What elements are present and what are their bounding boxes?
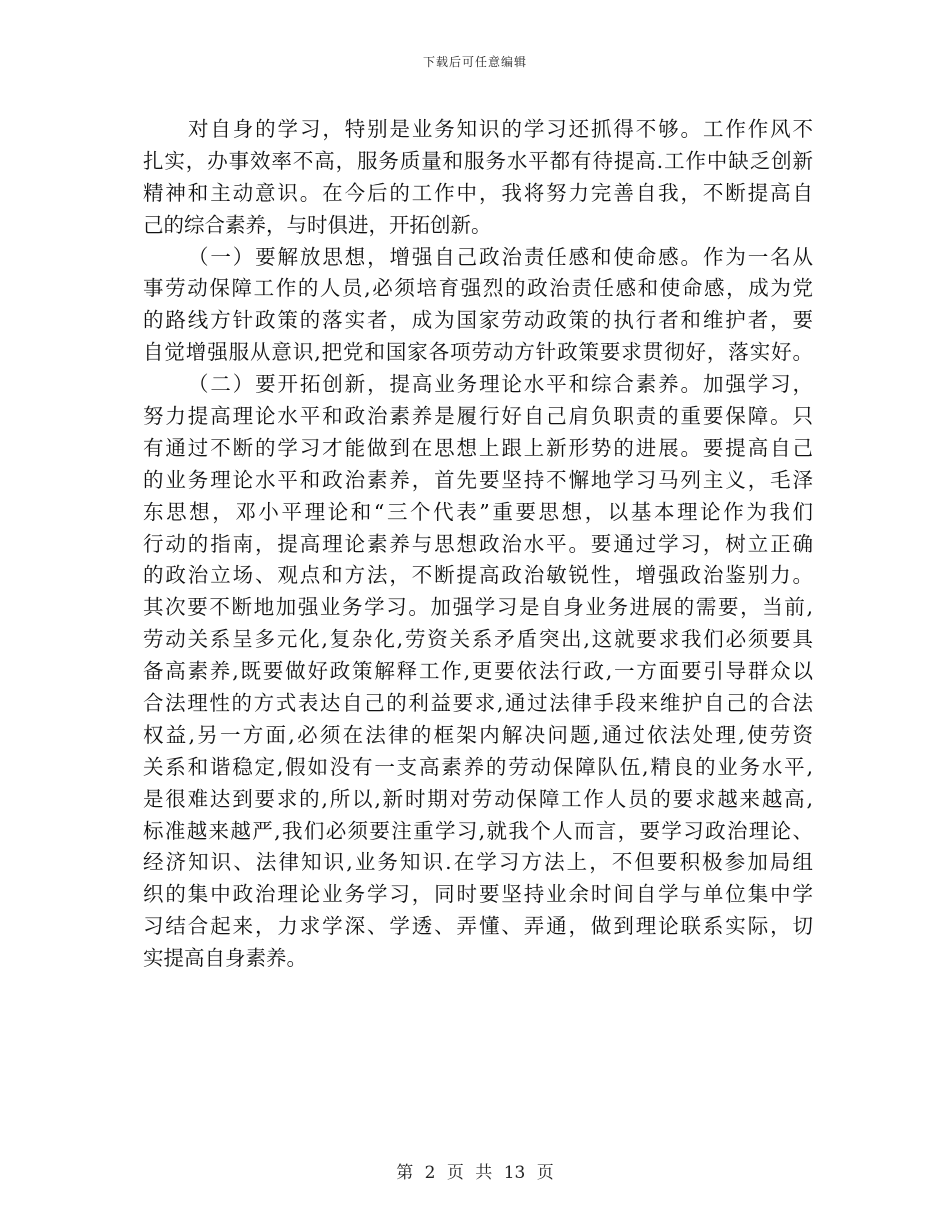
- text-line: （一）要解放思想，增强自己政治责任感和使命感。作为一名从: [188, 244, 813, 269]
- text-line: 对自身的学习，特别是业务知识的学习还抓得不够。工作作风不: [188, 117, 813, 141]
- text-line: 扎实，办事效率不高，服务质量和服务水平都有待提高.工作中缺乏创新: [143, 148, 813, 173]
- text-line: 合法理性的方式表达自己的利益要求,通过法律手段来维护自己的合法: [143, 691, 813, 716]
- text-line: 东思想，邓小平理论和“三个代表”重要思想，以基本理论作为我们: [143, 499, 813, 524]
- text-line: 其次要不断地加强业务学习。加强学习是自身业务进展的需要，当前,: [143, 595, 813, 620]
- paragraph-1: [143, 114, 813, 242]
- text-line: （二）要开拓创新，提高业务理论水平和综合素养。加强学习，: [188, 372, 813, 397]
- document-body: [143, 114, 813, 975]
- text-line: 精神和主动意识。在今后的工作中，我将努力完善自我，不断提高自: [143, 180, 813, 205]
- page-number-footer: 第 2 页 共 13 页: [396, 1163, 554, 1183]
- text-line: 行动的指南，提高理论素养与思想政治水平。要通过学习，树立正确: [143, 531, 813, 556]
- text-line: 有通过不断的学习才能做到在思想上跟上新形势的进展。要提高自己: [143, 435, 813, 460]
- text-line: 劳动关系呈多元化,复杂化,劳资关系矛盾突出,这就要求我们必须要具: [143, 627, 813, 652]
- text-line: 己的综合素养，与时俱进，开拓创新。: [143, 212, 492, 237]
- text-line: 的政治立场、观点和方法，不断提高政治敏锐性，增强政治鉴别力。: [143, 563, 813, 588]
- text-line: 关系和谐稳定,假如没有一支高素养的劳动保障队伍,精良的业务水平,: [143, 754, 813, 779]
- paragraph-2: [143, 242, 813, 370]
- text-line: 事劳动保障工作的人员,必须培育强烈的政治责任感和使命感，成为党: [143, 276, 813, 301]
- text-line: 自觉增强服从意识,把党和国家各项劳动方针政策要求贯彻好，落实好。: [143, 340, 813, 365]
- text-line: 实提高自身素养。: [143, 946, 307, 971]
- text-line: 的业务理论水平和政治素养，首先要坚持不懈地学习马列主义，毛泽: [143, 467, 813, 492]
- paragraph-3: [143, 369, 813, 975]
- text-line: 权益,另一方面,必须在法律的框架内解决问题,通过依法处理,使劳资: [143, 722, 813, 747]
- text-line: 是很难达到要求的,所以,新时期对劳动保障工作人员的要求越来越高,: [143, 786, 813, 811]
- text-line: 标准越来越严,我们必须要注重学习,就我个人而言，要学习政治理论、: [143, 818, 813, 843]
- text-line: 织的集中政治理论业务学习，同时要坚持业余时间自学与单位集中学: [143, 882, 813, 907]
- text-line: 努力提高理论水平和政治素养是履行好自己肩负职责的重要保障。只: [143, 404, 813, 429]
- text-line: 经济知识、法律知识,业务知识.在学习方法上，不但要积极参加局组: [143, 850, 813, 875]
- text-line: 备高素养,既要做好政策解释工作,更要依法行政,一方面要引导群众以: [143, 659, 813, 684]
- text-line: 习结合起来，力求学深、学透、弄懂、弄通，做到理论联系实际，切: [143, 914, 813, 939]
- page-header: 下载后可任意编辑: [422, 55, 527, 69]
- text-line: 的路线方针政策的落实者，成为国家劳动政策的执行者和维护者，要: [143, 308, 813, 333]
